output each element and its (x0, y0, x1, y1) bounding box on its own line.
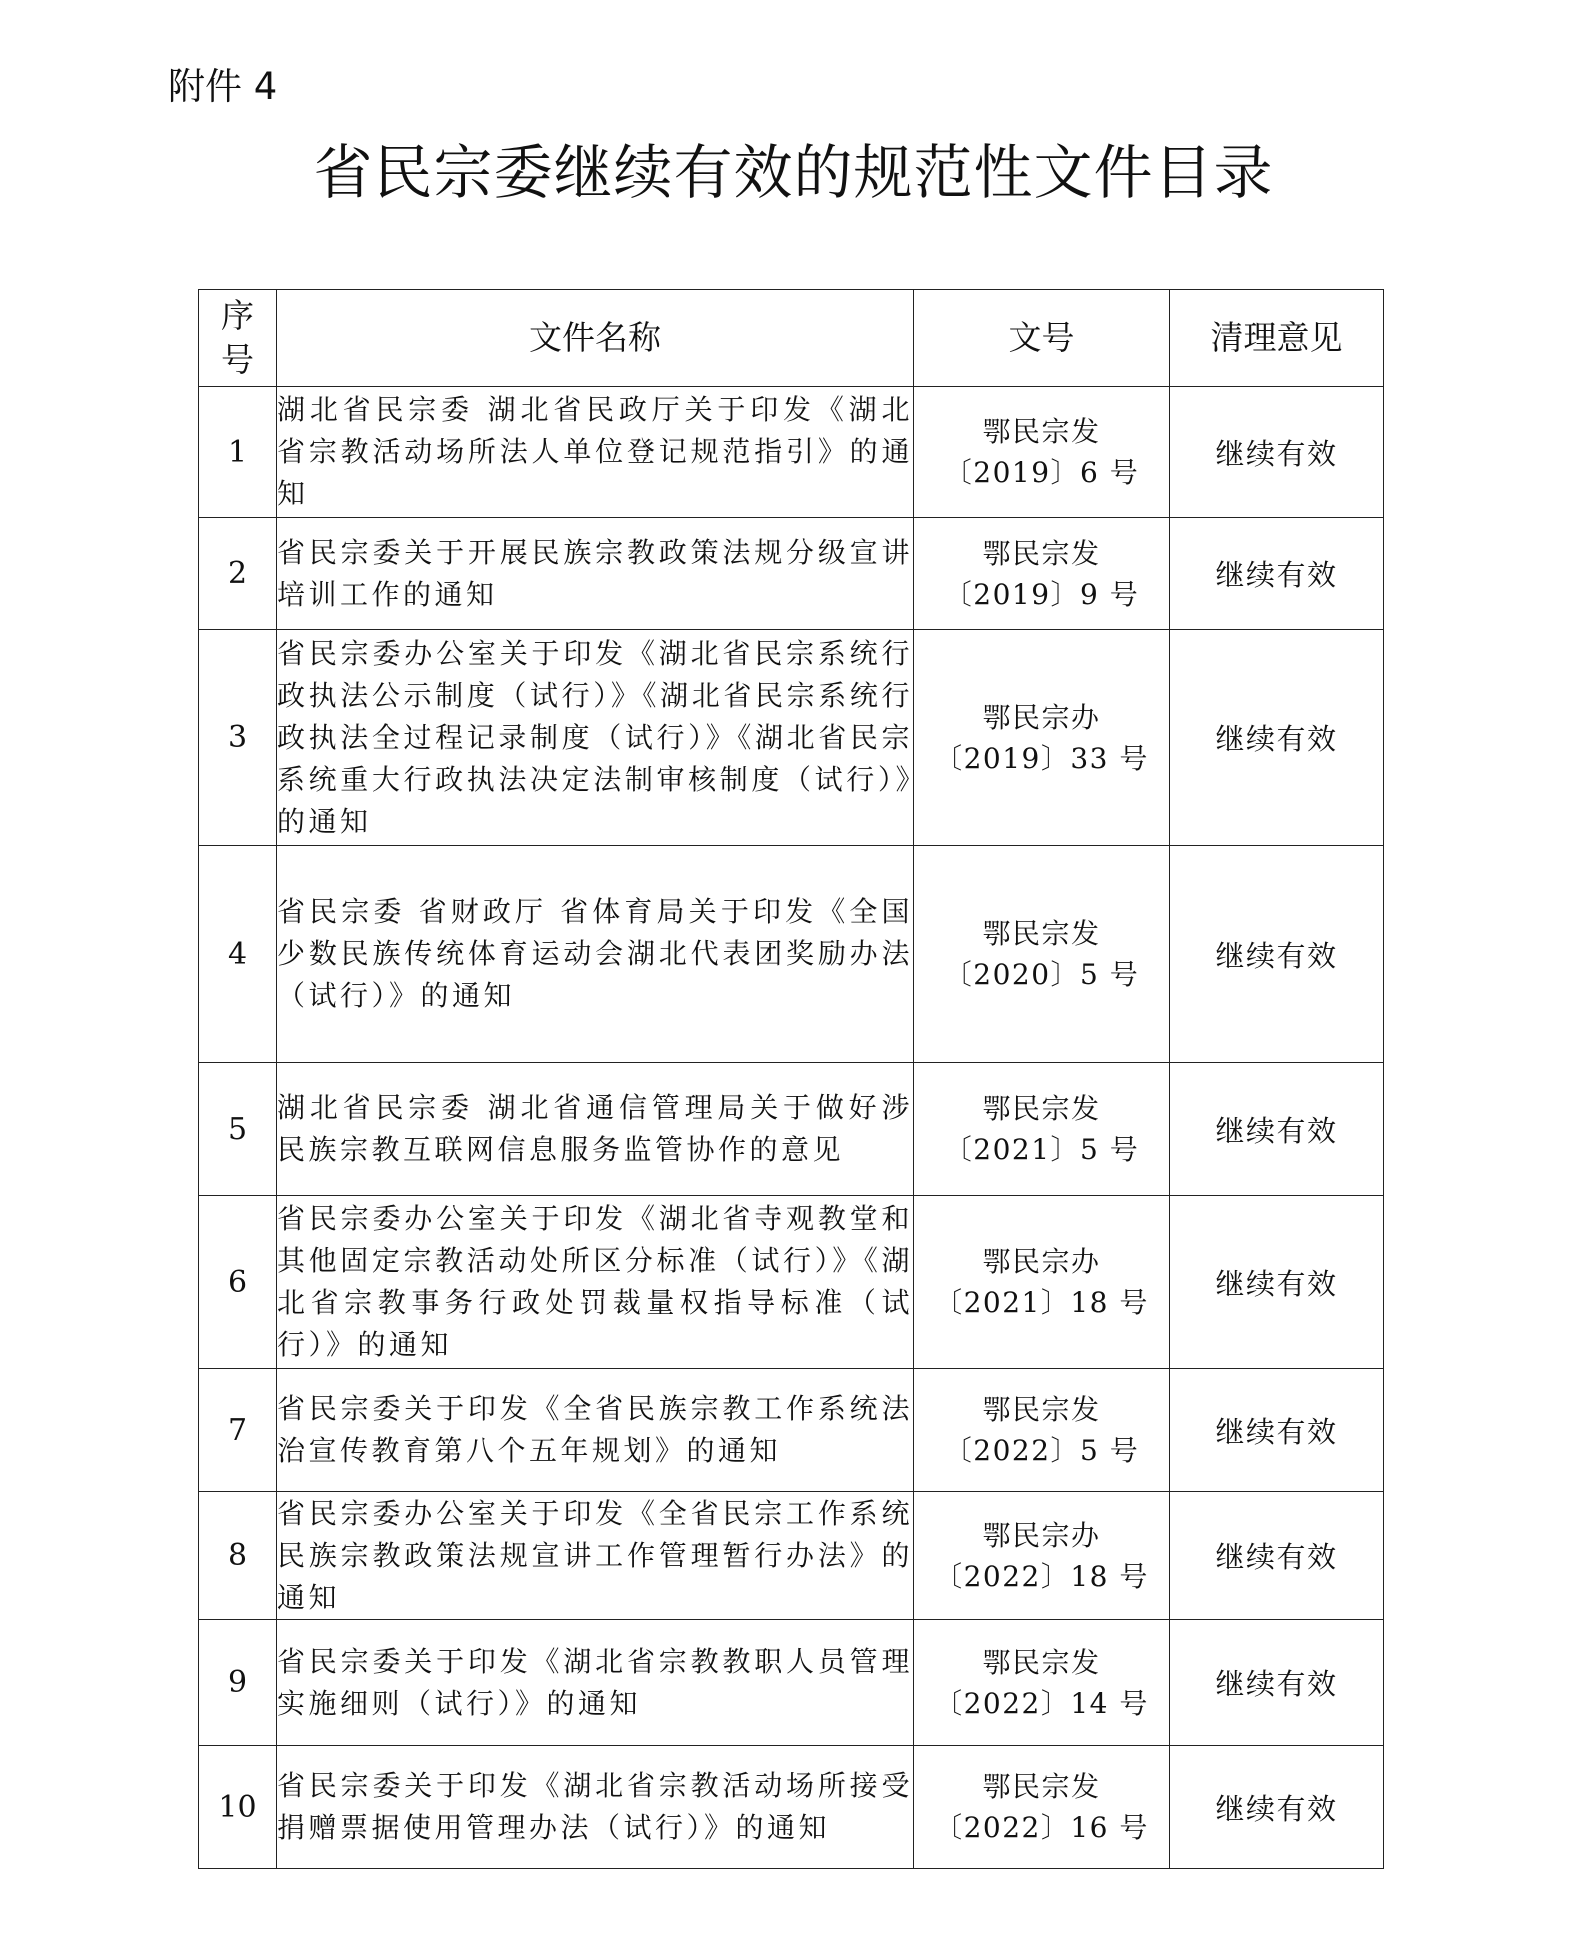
doc-number-year: 〔2019〕6 号 (943, 456, 1140, 489)
table-row (199, 1746, 1384, 1869)
doc-number-prefix: 鄂民宗发 (982, 1770, 1101, 1803)
row-seq: 4 (199, 846, 277, 1063)
header-file-name: 文件名称 (277, 290, 914, 387)
row-doc-number (914, 1746, 1170, 1869)
row-doc-number (914, 846, 1170, 1063)
attachment-label: 附件 4 (168, 65, 278, 108)
row-file-name: 省民宗委关于印发《湖北省宗教教职人员管理实施细则（试行）》的通知 (277, 1620, 914, 1746)
doc-number-year: 〔2019〕9 号 (943, 577, 1140, 611)
row-seq: 1 (199, 387, 277, 518)
doc-number-year: 〔2021〕18 号 (934, 1286, 1149, 1319)
row-opinion: 继续有效 (1170, 1746, 1384, 1869)
doc-number-prefix: 鄂民宗发 (982, 1092, 1101, 1125)
row-seq: 9 (199, 1620, 277, 1746)
document-catalog-table (198, 289, 1384, 1869)
doc-number-prefix: 鄂民宗办 (982, 700, 1101, 734)
row-doc-number (914, 1369, 1170, 1492)
row-doc-number (914, 387, 1170, 518)
table-row (199, 1063, 1384, 1196)
row-seq: 5 (199, 1063, 277, 1196)
header-seq-line1: 序 (221, 296, 254, 335)
row-doc-number (914, 630, 1170, 846)
row-seq: 6 (199, 1196, 277, 1369)
row-opinion: 继续有效 (1170, 1063, 1384, 1196)
row-seq: 3 (199, 630, 277, 846)
doc-number-prefix: 鄂民宗发 (982, 415, 1101, 448)
header-doc-number: 文号 (914, 290, 1170, 387)
row-file-name: 省民宗委办公室关于印发《湖北省民宗系统行政执法公示制度（试行）》《湖北省民宗系统行政执法全过程记录制度（试行）》《湖北省民宗系统重大行政执法决定法制审核制度（试行）》的通知 (277, 630, 914, 846)
doc-number-year: 〔2020〕5 号 (943, 958, 1140, 991)
row-opinion: 继续有效 (1170, 387, 1384, 518)
row-opinion: 继续有效 (1170, 630, 1384, 846)
doc-number-prefix: 鄂民宗办 (982, 1518, 1101, 1552)
row-seq: 7 (199, 1369, 277, 1492)
doc-number-prefix: 鄂民宗发 (982, 1645, 1101, 1679)
row-file-name: 省民宗委关于开展民族宗教政策法规分级宣讲培训工作的通知 (277, 518, 914, 630)
doc-number-year: 〔2022〕5 号 (943, 1434, 1140, 1467)
row-opinion: 继续有效 (1170, 1492, 1384, 1620)
table-row (199, 846, 1384, 1063)
table-row (199, 1369, 1384, 1492)
table-row (199, 1492, 1384, 1620)
row-file-name: 省民宗委 省财政厅 省体育局关于印发《全国少数民族传统体育运动会湖北代表团奖励办法（试行）》的通知 (277, 846, 914, 1063)
row-file-name: 省民宗委关于印发《湖北省宗教活动场所接受捐赠票据使用管理办法（试行）》的通知 (277, 1746, 914, 1869)
doc-number-year: 〔2022〕14 号 (934, 1686, 1149, 1720)
header-seq (199, 290, 277, 387)
table-row (199, 518, 1384, 630)
doc-number-year: 〔2022〕18 号 (934, 1559, 1149, 1593)
row-opinion: 继续有效 (1170, 846, 1384, 1063)
row-doc-number (914, 1620, 1170, 1746)
row-file-name: 湖北省民宗委 湖北省通信管理局关于做好涉民族宗教互联网信息服务监管协作的意见 (277, 1063, 914, 1196)
doc-number-year: 〔2022〕16 号 (934, 1811, 1149, 1844)
row-seq: 8 (199, 1492, 277, 1620)
doc-number-prefix: 鄂民宗办 (982, 1245, 1101, 1278)
row-file-name: 湖北省民宗委 湖北省民政厅关于印发《湖北省宗教活动场所法人单位登记规范指引》的通知 (277, 387, 914, 518)
row-file-name: 省民宗委关于印发《全省民族宗教工作系统法治宣传教育第八个五年规划》的通知 (277, 1369, 914, 1492)
document-title: 省民宗委继续有效的规范性文件目录 (313, 138, 1274, 207)
table-row (199, 387, 1384, 518)
row-doc-number (914, 1492, 1170, 1620)
row-file-name: 省民宗委办公室关于印发《湖北省寺观教堂和其他固定宗教活动处所区分标准（试行）》《湖北省宗教事务行政处罚裁量权指导标准（试行）》的通知 (277, 1196, 914, 1369)
row-opinion: 继续有效 (1170, 1369, 1384, 1492)
row-seq: 10 (199, 1746, 277, 1869)
row-doc-number (914, 1196, 1170, 1369)
table-row (199, 630, 1384, 846)
doc-number-prefix: 鄂民宗发 (982, 917, 1101, 950)
doc-number-prefix: 鄂民宗发 (982, 536, 1101, 570)
table-row (199, 1196, 1384, 1369)
row-seq: 2 (199, 518, 277, 630)
row-doc-number (914, 518, 1170, 630)
row-opinion: 继续有效 (1170, 1196, 1384, 1369)
row-doc-number (914, 1063, 1170, 1196)
header-opinion: 清理意见 (1170, 290, 1384, 387)
row-opinion: 继续有效 (1170, 1620, 1384, 1746)
table-row (199, 1620, 1384, 1746)
row-file-name: 省民宗委办公室关于印发《全省民宗工作系统民族宗教政策法规宣讲工作管理暂行办法》的通知 (277, 1492, 914, 1620)
table-header-row (199, 290, 1384, 387)
header-seq-line2: 号 (221, 340, 254, 379)
doc-number-year: 〔2019〕33 号 (934, 741, 1149, 775)
doc-number-year: 〔2021〕5 号 (943, 1133, 1140, 1166)
row-opinion: 继续有效 (1170, 518, 1384, 630)
doc-number-prefix: 鄂民宗发 (982, 1393, 1101, 1426)
